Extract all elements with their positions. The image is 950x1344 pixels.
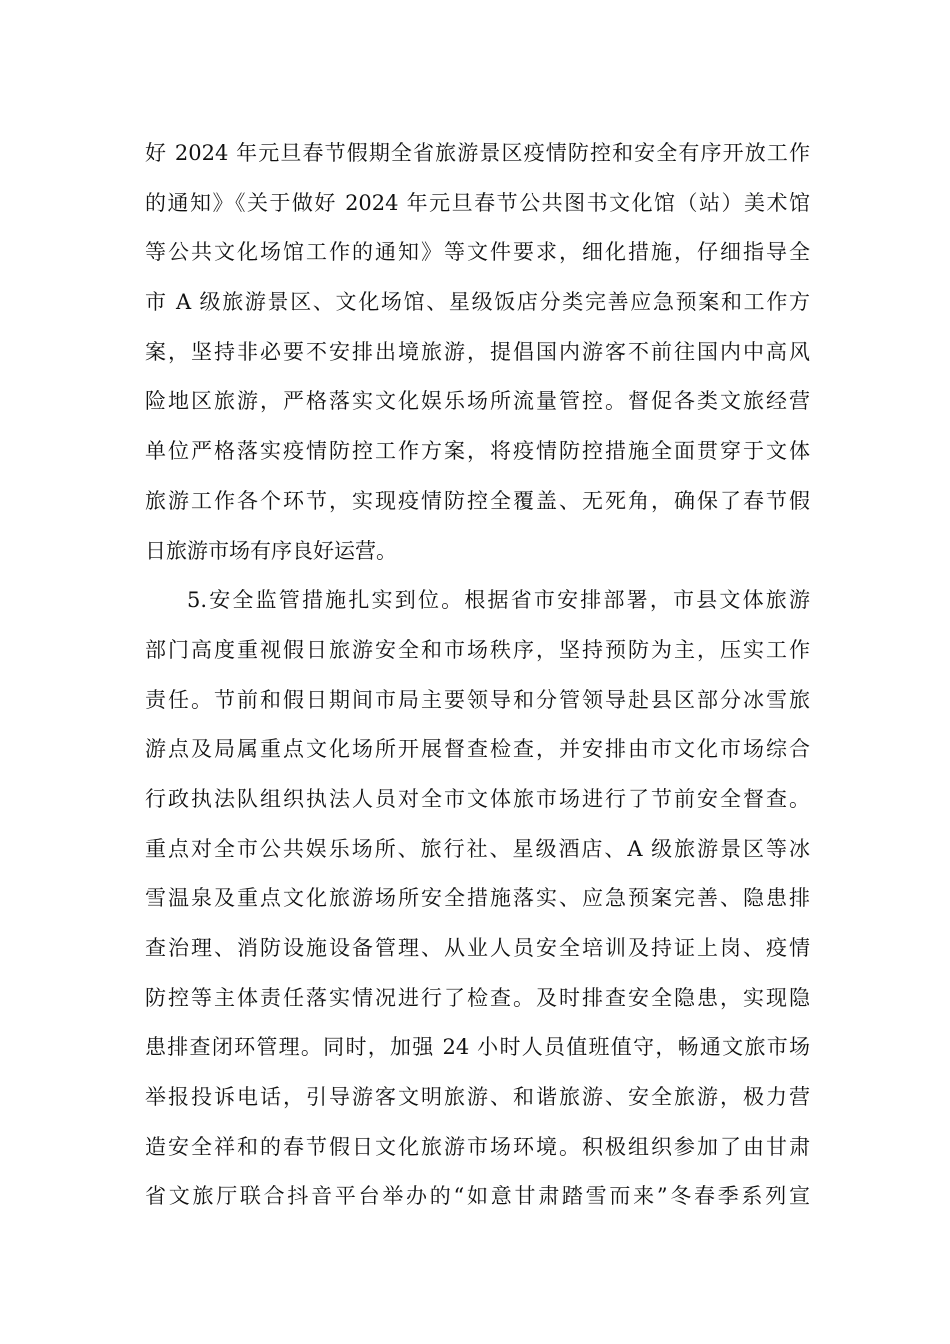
text-line: 部门高度重视假日旅游安全和市场秩序，坚持预防为主，压实工作 [145,637,810,662]
text-line: 举报投诉电话，引导游客文明旅游、和谐旅游、安全旅游，极力营 [145,1085,810,1110]
text-line: 旅游工作各个环节，实现疫情防控全覆盖、无死角，确保了春节假 [145,488,810,513]
paragraph-first-line: 5.安全监管措施扎实到位。根据省市安排部署，市县文体旅游 [187,588,810,613]
text-line: 患排查闭环管理。同时，加强 24 小时人员值班值守，畅通文旅市场 [145,1035,810,1060]
text-line: 险地区旅游，严格落实文化娱乐场所流量管控。督促各类文旅经营 [145,389,810,414]
text-line: 市 A 级旅游景区、文化场馆、星级饭店分类完善应急预案和工作方 [145,290,810,315]
text-line: 查治理、消防设施设备管理、从业人员安全培训及持证上岗、疫情 [145,936,810,960]
text-line: 行政执法队组织执法人员对全市文体旅市场进行了节前安全督查。 [145,786,810,811]
text-line: 雪温泉及重点文化旅游场所安全措施落实、应急预案完善、隐患排 [145,886,810,911]
text-line: 好 2024 年元旦春节假期全省旅游景区疫情防控和安全有序开放工作 [145,141,810,165]
text-line: 案，坚持非必要不安排出境旅游，提倡国内游客不前往国内中高风 [145,339,810,364]
text-line: 单位严格落实疫情防控工作方案，将疫情防控措施全面贯穿于文体 [145,439,810,464]
text-line: 等公共文化场馆工作的通知》等文件要求，细化措施，仔细指导全 [145,240,810,265]
text-line: 造安全祥和的春节假日文化旅游市场环境。积极组织参加了由甘肃 [145,1134,810,1159]
text-line: 省文旅厅联合抖音平台举办的“如意甘肃踏雪而来”冬春季系列宣 [145,1184,810,1209]
text-line: 责任。节前和假日期间市局主要领导和分管领导赴县区部分冰雪旅 [145,687,810,712]
text-line: 日旅游市场有序良好运营。 [145,538,397,563]
text-line: 游点及局属重点文化场所开展督查检查，并安排由市文化市场综合 [145,737,810,762]
text-line: 的通知》《关于做好 2024 年元旦春节公共图书文化馆（站）美术馆 [145,190,810,215]
text-line: 重点对全市公共娱乐场所、旅行社、星级酒店、A 级旅游景区等冰 [145,836,810,861]
text-line: 防控等主体责任落实情况进行了检查。及时排查安全隐患，实现隐 [145,985,810,1010]
body-text [145,129,810,1222]
